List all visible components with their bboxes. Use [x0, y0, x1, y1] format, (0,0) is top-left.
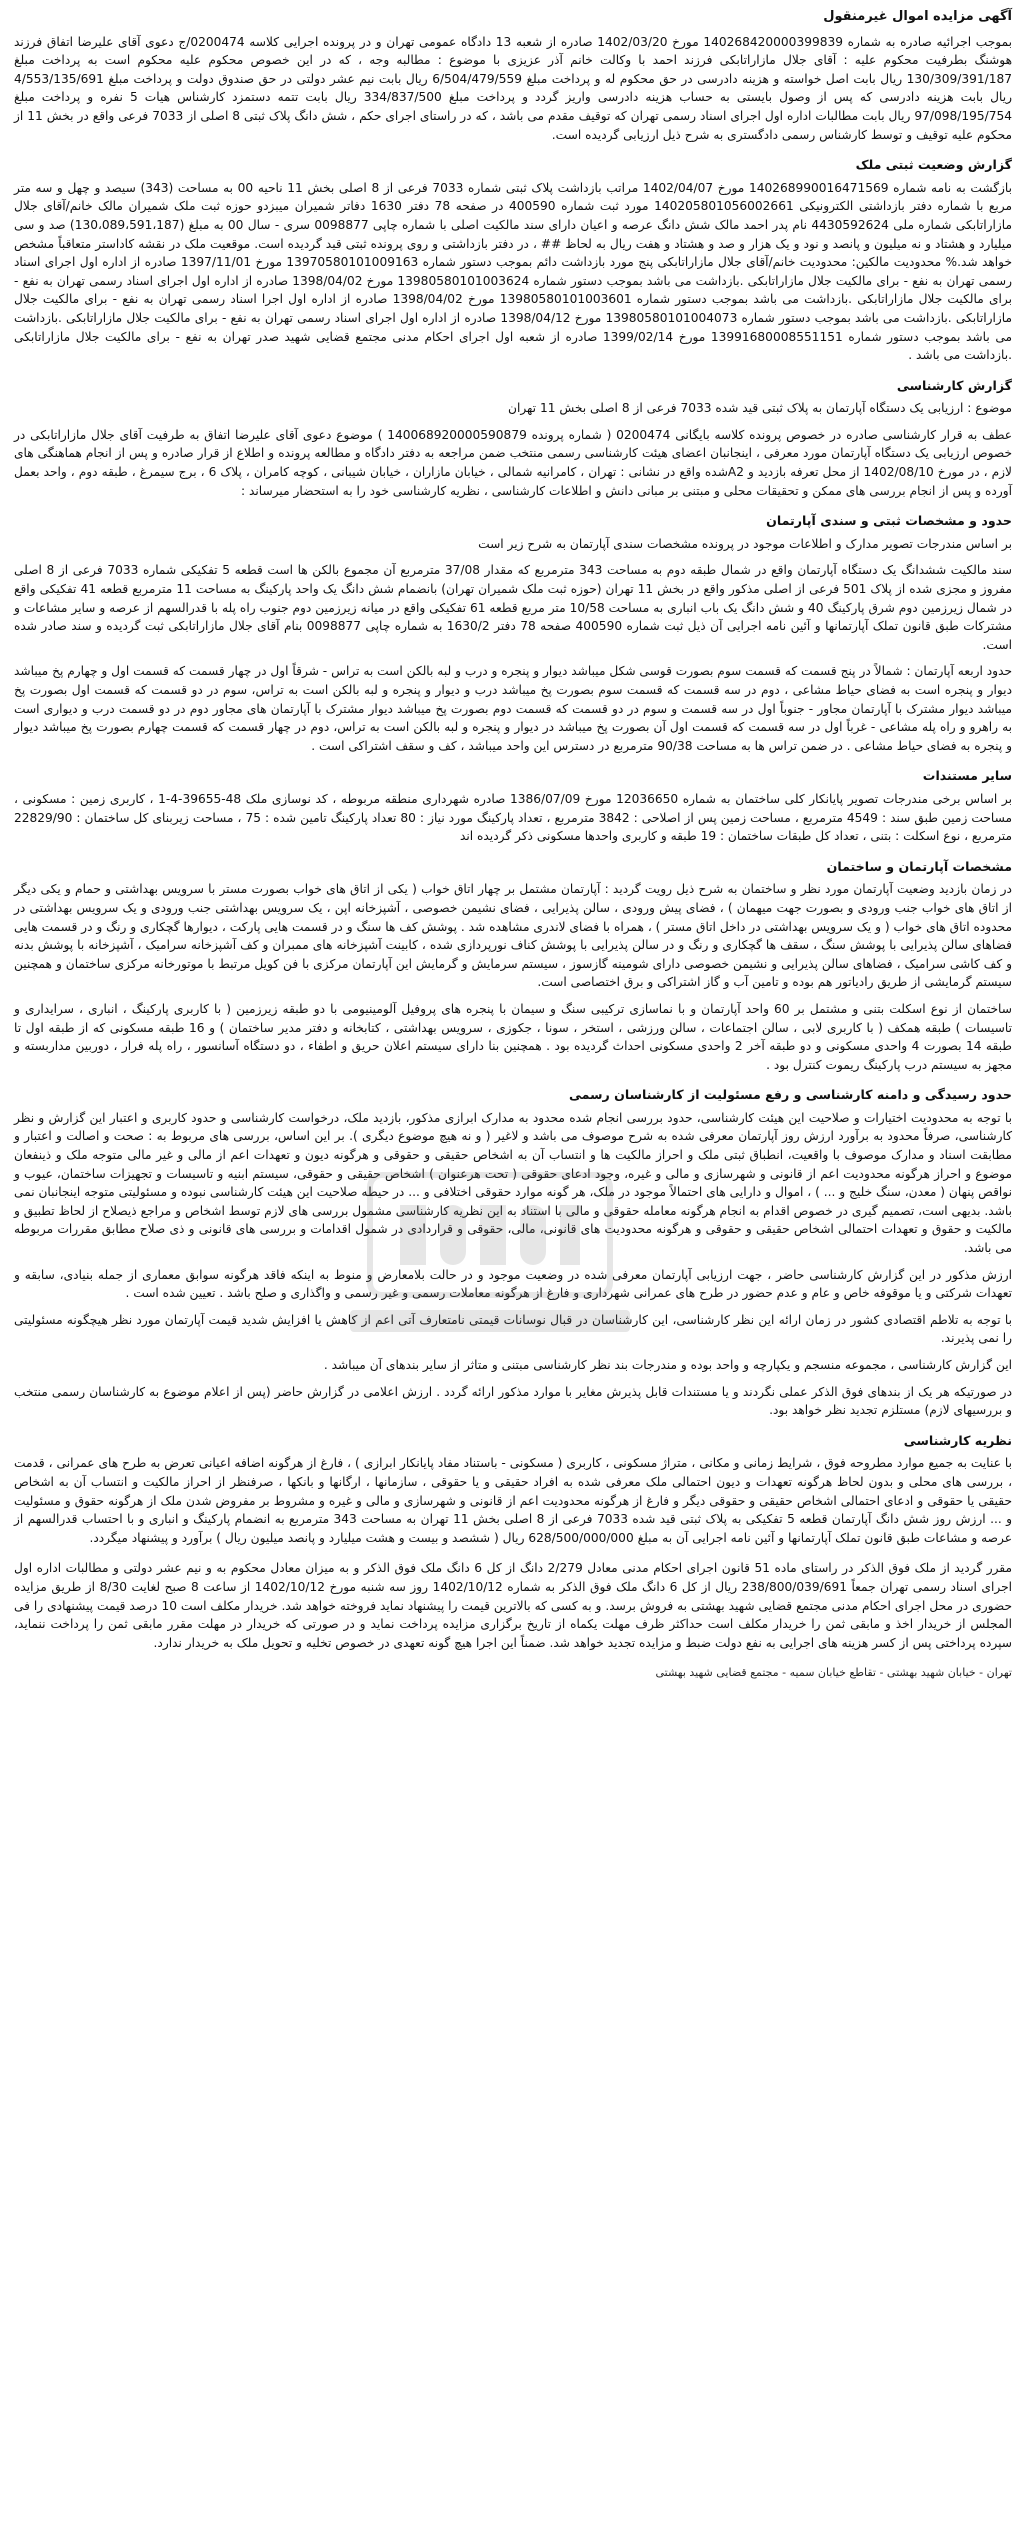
section-paragraph: با عنایت به جمیع موارد مطروحه فوق ، شرایط زمانی و مکانی ، متراژ مسکونی ، کاربری ( مسکونی - باستناد مفاد پایانکار ابرازی ) ، فارغ از هرگونه اضافه اعیانی تعرض به طرح های عمرانی ، قدمت ، بررسی های محلی و بدون لحاظ هرگونه تعهدات و دیون احتمالی ملک معرفی شده به افراد حقیقی و یا حقوقی ، سازمانها ، ارگانها و بانکها ، صرفنظر از احراز مالکیت و انتساب آن به اشخاص حقیقی یا حقوقی و ادعای احتمالی اشخاص حقیقی و حقوقی دیگر و فارغ از هرگونه محدودیت اعم از قانونی و شهرسازی و مالی و غیره و مشروط بر مفروض شدن ملک از هرگونه حقوق و مسئولیت و ... ارزش روز شش دانگ آپارتمان قطعه 5 تفکیکی به پلاک ثبتی قید شده 7033 فرعی از 8 اصلی بخش 11 تهران به مساحت 343 مترمربع به انضمام پارکینگ و انباری و با احتساب قدرالسهم از عرصه و مشاعات طبق قانون تملک آپارتمانها و آئین نامه اجرایی آن به مبلغ 628/500/000/000 ریال ( ششصد و بیست و هشت میلیارد و پانصد میلیون ریال ) برآورد و پیشنهاد میگردد.: [14, 1456, 1012, 1545]
section-property-deed: [14, 512, 1012, 755]
section-scope-liability: [14, 1086, 1012, 1420]
page-title: آگهی مزایده اموال غیرمنقول: [823, 9, 1012, 24]
section-paragraph: با توجه به محدودیت اختیارات و صلاحیت این هیئت کارشناسی، حدود بررسی انجام شده محدود به مدارک ابرازی مذکور، بازدید ملک، درخواست کارشناسی و حدود کاربری و اعتبار این گزارش و نظر کارشناسی، صرفاً محدود به برآورد ارزش روز آپارتمان معرفی شده به شرح موصوف می باشد و لاغیر ( و نه هیچ موضوع دیگری ). بر این اساس، بررسی های مربوط به : صحت و اصالت و اعتبار و مطابقت اسناد و مدارک موصوف با واقعیت، انطباق ثبتی ملک و احراز مالکیت ها و انتساب آن به اشخاص حقیقی و حقوقی و هرگونه دیون و تعهدات اعم از مالی و غیر مالی متوجه ملک و ذینفعان موضوع و احراز هرگونه محدودیت اعم از قانونی و شهرسازی و مالی و غیره، وجود ادعای حقوقی ( تحت هرعنوان ) اشخاص حقیقی و حقوقی، سیستم ابنیه و تاسیسات و تجهیزات ساختمان، عیوب و نواقص پنهان ( معدن، سنگ خلیج و ... ) ، اموال و دارایی های احتمالاً موجود در ملک، هر گونه موارد حقوقی اختلافی و ... در حیطه صلاحیت این هیئت کارشناسی نبوده و مسئولیتی متوجه اینجانبان نمی باشد. بدیهی است، تصمیم گیری در خصوص اقدام به انجام هرگونه معامله حقوقی و مالی با استناد به این نظریه کارشناسی مشمول بررسی های لازم توسط اشخاص و مراجع ذیصلاح از لحاظ تطبیق و مالکیت و حقوق و تعهدات احتمالی اشخاص حقیقی و حقوقی و هرگونه محدودیت های قانونی، مالی، حقوقی و قراردادی در شمول اقدامات و بررسی های قانونی و ذی صلاح مطابق مقررات مربوطه می باشد.: [14, 1110, 1012, 1256]
intro-paragraph: بموجب اجرائیه صادره به شماره 140268420000399839 مورخ 1402/03/20 صادره از شعبه 13 دادگاه عمومی تهران و در پرونده اجرایی کلاسه 0200474/ج دعوی آقای علیرضا اتفاق فرزند هوشنگ بطرفیت محکوم علیه : آقای جلال مازاراتابکی فرزند احمد با وکالت خانم آذر عزیزی با موضوع : مطالبه وجه ، که در این خصوص محکوم علیه محکوم است به پرداخت مبلغ 130/309/391/187 ریال بابت اصل خواسته و هزینه دادرسی در حق محکوم له و پرداخت مبلغ 6/504/479/559 ریال بابت نیم عشر دولتی در حق صندوق دولت و پرداخت مبلغ 4/553/135/691 ریال بابت هزینه دادرسی که پس از وصول بایستی به حساب هزینه دادرسی واریز گردد و پرداخت مبلغ 334/837/500 ریال بابت تتمه دستمزد کارشناس هیات 5 نفره و پرداخت مبلغ 97/098/195/754 ریال بابت مطالبات اداره اول اجرای اسناد رسمی تهران که توقیف مقدم می باشد ، که در راستای اجرای حکم ، شش دانگ پلاک ثبتی 8 اصلی از 7033 فرعی واقع در بخش 11 از محکوم علیه توقیف و توسط کارشناس رسمی دادگستری به شرح ذیل ارزیابی گردیده است.: [14, 34, 1013, 142]
section-paragraph: این گزارش کارشناسی ، مجموعه منسجم و یکپارچه و واحد بوده و مندرجات بند نظر کارشناسی مبتنی و متاثر از سایر بندهای آن میباشد .: [323, 1358, 1012, 1372]
section-paragraph: در زمان بازدید وضعیت آپارتمان مورد نظر و ساختمان به شرح ذیل رویت گردید : آپارتمان مشتمل بر چهار اتاق خواب ( یکی از اتاق های خواب بصورت مستر با سرویس بهداشتی و حمام و یکی دیگر از اتاق های خواب جنب ورودی و بصورت جهت میهمان ) ، فضای پیش ورودی ، سالن پذیرایی ، فضای نشیمن خصوصی ، آشپزخانه اپن ، یک سرویس بهداشتی جنب ورودی و یک سرویس بهداشتی در محدوده اتاق های خواب ( و یک سرویس بهداشتی در داخل اتاق مستر ) ، همراه با فضای لاندری مشاهده شد . پوشش کف ها سنگ و در قسمت هایی پارکت ، دیوارها گچکاری و رنگ و در قسمت هایی فضاهای سالن پذیرایی با پوشش سنگ ، سقف ها گچکاری و رنگ و در سالن پذیرایی با پوشش کناف نورپردازی شده ، کابینت آشپزخانه های ممبران و کف آشپزخانه سرامیک ، آشپزخانه با پوشش بدنه و کف کاشی سرامیک ، فضاهای سالن پذیرایی و نشیمن خصوصی دارای شومینه گازسوز ، سیستم سرمایش و گرمایش این آپارتمان مرکزی با فن کویل مرتبط با موتورخانه مرکزی ساختمان و همچنین سیستم گرمایشی از طریق رادیاتور هم بوده و تامین آب و گاز اشتراکی و برق اختصاصی است.: [14, 882, 1012, 990]
section-paragraph: با توجه به تلاطم اقتصادی کشور در زمان ارائه این نظر کارشناسی، این کارشناسان در قبال نوسانات قیمتی نامتعارف آتی اعم از کاهش یا افزایش شدید قیمت آپارتمان مورد نظر هیچگونه مسئولیتی را نمی پذیرند.: [14, 1312, 1012, 1346]
section-paragraph: حدود اربعه آپارتمان : شمالاً در پنج قسمت که قسمت سوم بصورت قوسی شکل میباشد دیوار و پنجره و درب و لبه بالکن است به تراس - شرقاً اول در چهار قسمت که قسمت اول و چهارم پخ میباشد دیوار و پنجره است به فضای حیاط مشاعی ، دوم در سه قسمت که قسمت سوم بصورت پخ میباشد درب و دیوار و پنجره و لبه بالکن است به تراس، سوم در دو قسمت که قسمت اول بصورت پخ میباشد دیوار مشترک با آپارتمان مجاور - جنوباً اول در سه قسمت و سوم در دو قسمت که قسمت دوم بصورت پخ میباشد دیوار مشترک با آپارتمان های مجاور دوم در دو قسمت درب و دیواری است به راهرو و راه پله مشاعی - غرباً اول در سه قسمت که قسمت اول آن بصورت پخ میباشد در دیوار و پنجره و لبه بالکن است به تراس، دوم در چهار قسمت که قسمت چهارم بصورت پخ میباشد دیوار و پنجره به فضای حیاط مشاعی . در ضمن تراس ها به مساحت 90/38 مترمربع در دسترس این واحد میباشد ، کف و سقف اشتراکی است .: [14, 664, 1012, 753]
section-heading: گزارش وضعیت ثبتی ملک: [855, 157, 1012, 173]
section-paragraph: سند مالکیت ششدانگ یک دستگاه آپارتمان واقع در شمال طبقه دوم به مساحت 343 مترمربع که مقدار 37/08 مترمربع آن مجموع بالکن ها است قطعه 5 تفکیکی شماره 7033 فرعی از 8 اصلی مفروز و مجزی شده از پلاک 501 فرعی از اصلی مذکور واقع در بخش 11 تهران (حوزه ثبت ملک شمیران تهران) بانضمام شش دانگ یک واحد پارکینگ به مساحت 11 مترمربع قطعه 41 تفکیکی واقع در شمال زیرزمین دوم شرق پارکینگ 40 و شش دانگ یک باب انباری به مساحت 10/58 متر مربع قطعه 61 تفکیکی واقع در میانه زیرزمین دوم جنوب راه پله با قدرالسهم از عرصه و سایر مشاعات و مشترکات طبق قانون تملک آپارتمانها و آئین نامه اجرایی آن ذیل ثبت شماره 400590 صفحه 78 دفتر 1630/2 به شماره چاپی 0098877 بنام آقای جلال مازاراتابکی ثبت گردیده و سند صادر شده است.: [14, 563, 1013, 652]
section-paragraph: بازگشت به نامه شماره 140268990016471569 مورخ 1402/04/07 مراتب بازداشت پلاک ثبتی شماره 7033 فرعی از 8 اصلی بخش 11 ناحیه 00 به مساحت (343) سیصد و چهل و سه متر مربع با شماره دفتر بازداشتی الکترونیکی 140205801056002661 مورد ثبت شماره 400590 در صفحه 78 دفتر 1630 دفاتر شمیران میبزدو حوزه ثبت ملک شمیران مالک خانم/آقای جلال مازاراتابکی شماره ملی 4430592624 نام پدر احمد مالک شش دانگ عرصه و اعیان دارای سند مالکیت اصلی با شماره چاپی 0098877 سری - سال 00 به مبلغ (130،089،591،187) صد و سی میلیارد و هشتاد و نه میلیون و پانصد و نود و یک هزار و صد و هشتاد و هفت ریال به لحاظ ## ، در دفتر بازداشتی و روی پرونده ثبتی قید گردیده است. موقعیت ملک در نقشه کاداستر متعاقباً مشخص خواهد شد.% محدودیت مالکین: محدودیت خانم/آقای جلال مازاراتابکی پنج مورد بازداشت دائم بموجب دستور شماره 13970580101009163 مورخ 1397/11/01 صادره از اداره اول اجرای اسناد رسمی تهران به نفع - برای مالکیت جلال مازاراتابکی .بازداشت می باشد بموجب دستور شماره 13980580101003624 مورخ 1398/04/02 صادره از اداره اول اجرای اسناد رسمی تهران به نفع - برای مالکیت جلال مازاراتابکی .بازداشت می باشد بموجب دستور شماره 13980580101003601 مورخ 1398/04/02 صادره از اداره اول اجرا اسناد رسمی تهران به نفع - برای مالکیت جلال مازاراتابکی .بازداشت می باشد بموجب دستور شماره 13980580101004073 مورخ 1398/04/12 صادره از اداره اول اجرای اسناد رسمی تهران به نفع - برای مالکیت جلال مازاراتابکی .بازداشت می باشد بموجب دستور شماره 13991680008551151 مورخ 1399/02/14 صادره از شعبه اول اجرای احکام مدنی مجتمع قضایی شهید صدر تهران به نفع - برای مالکیت جلال مازاراتابکی .بازداشت می باشد .: [14, 180, 1013, 363]
section-building-specs: [14, 858, 1012, 1075]
section-paragraph: ساختمان از نوع اسکلت بتنی و مشتمل بر 60 واحد آپارتمان و با نماسازی ترکیبی سنگ و سیمان با پنجره های پروفیل آلومینیومی با دو طبقه زیرزمین ( با کاربری پارکینگ ، انباری ، سرایداری و تاسیسات ) طبقه همکف ( با کاربری لابی ، سالن اجتماعات ، سالن ورزشی ، استخر ، سونا ، جکوزی ، سرویس بهداشتی ، کتابخانه و دفتر مدیر ساختمان ) و 16 طبقه مسکونی که از طبقه اول تا طبقه 14 بصورت 4 واحدی مسکونی و دو طبقه آخر 2 واحدی مسکونی احداث گردیده بود . همچنین بنا دارای سیستم اعلان حریق و اطفاء ، دو دستگاه آسانسور ، راه پله فرار ، دوربین مداربسته و مجهز به سیستم درب پارکینگ ریموت کنترل بود .: [14, 1001, 1012, 1072]
section-auction-terms: [14, 1559, 1012, 1652]
section-paragraph: بر اساس مندرجات تصویر مدارک و اطلاعات موجود در پرونده مشخصات سندی آپارتمان به شرح زیر است: [478, 536, 1012, 551]
section-paragraph: بر اساس برخی مندرجات تصویر پایانکار کلی ساختمان به شماره 12036650 مورخ 1386/07/09 صادره شهرداری منطقه مربوطه ، کد نوسازی ملک 48-39655-4-1 ، کاربری زمین : مسکونی ، مساحت زمین طبق سند : 4549 مترمربع ، مساحت زمین پس از اصلاحی : 3842 مترمربع ، تعداد پارکینگ مورد نیاز : 80 تعداد پارکینگ تامین شده : 75 ، مساحت زیربنای کل ساختمان : 22829/90 مترمربع ، نوع اسکلت : بتنی ، تعداد کل طبقات ساختمان : 19 طبقه و کاربری واحدها مسکونی ذکر گردیده اند: [14, 791, 1013, 844]
section-other-documents: [14, 767, 1012, 845]
section-paragraph: ارزش مذکور در این گزارش کارشناسی حاضر ، جهت ارزیابی آپارتمان معرفی شده در وضعیت موجود و در حالت بلامعارض و منوط به اینکه فاقد هرگونه سوابق معماری از جمله بنیادی، سابقه و تعهدات شرکتی و یا موقوفه خاص و عام و عدم حضور در طرح های عمرانی شهرداری و فارغ از هرگونه معاملات رسمی و غیر رسمی و واگذاری و صلح باشد . تعیین شده است .: [14, 1267, 1012, 1301]
section-heading: حدود و مشخصات ثبتی و سندی آپارتمان: [766, 513, 1012, 529]
section-heading: نظریه کارشناسی: [903, 1432, 1012, 1448]
section-heading: گزارش کارشناسی: [896, 377, 1012, 393]
section-heading: حدود رسیدگی و دامنه کارشناسی و رفع مسئولیت از کارشناسان رسمی: [568, 1087, 1012, 1103]
section-expert-opinion: [14, 1432, 1012, 1548]
section-paragraph: مقرر گردید از ملک فوق الذکر در راستای ماده 51 قانون اجرای احکام مدنی معادل 2/279 دانگ از کل 6 دانگ ملک فوق الذکر و به میزان معادل محکوم به و نیم عشر دولتی و مطالبات اداره اول اجرای اسناد رسمی تهران جمعاً 238/800/039/691 ریال از کل 6 دانگ ملک فوق الذکر به شماره 1402/10/12 روز سه شنبه مورخ 1402/10/12 از ساعت 8 صبح لغایت 8/30 از طریق مزایده حضوری در محل اجرای احکام مدنی مجتمع قضایی شهید بهشتی به فروش برسد. و به کسی که بالاترین قیمت را پیشنهاد نماید فروخته خواهد شد. خریدار مکلف است 10 درصد قیمت پیشنهادی را فی المجلس از خریدار اخذ و مابقی ثمن را خریدار مکلف است حداکثر ظرف مهلت یکماه از تاریخ برگزاری مزایده پرداخت نماید و در صورتی که خریدار در مهلت مقرر مابقی ثمن را پرداخت ننماید، سپرده پرداختی پس از کسر هزینه های اجرایی به نفع دولت ضبط و مزایده تجدید خواهد شد. ضمناً این اجرا هیچ گونه تعهدی در خصوص تخلیه و تحویل ملک به خریدار ندارد.: [14, 1561, 1013, 1650]
section-paragraph: موضوع : ارزیابی یک دستگاه آپارتمان به پلاک ثبتی قید شده 7033 فرعی از 8 اصلی بخش 11 تهران: [508, 401, 1012, 416]
section-paragraph: عطف به قرار کارشناسی صادره در خصوص پرونده کلاسه بایگانی 0200474 ( شماره پرونده 140068920000590879 ) موضوع دعوی آقای علیرضا اتفاق به طرفیت آقای جلال مازاراتابکی در خصوص ارزیابی یک دستگاه آپارتمان مورد معرفی ، اینجانبان اعضای هیئت کارشناسی رسمی منتخب ضمن مراجعه به دفتر دادگاه و مطالعه پرونده و اطلاع از قرار صادره و پس از انجام هماهنگی های لازم ، در مورخ 1402/08/10 از محل تعرفه بازدید و A2شده واقع در نشانی : تهران ، کامرانیه شمالی ، خیابان مازاران ، خیابان شیبانی ، کوچه کامران ، پلاک 6 ، برج سیمرغ ، طبقه دوم ، واحد بعمل آورده و پس از انجام بررسی های ممکن و تحقیقات محلی و مبتنی بر مبانی دانش و اطلاعات کارشناسی ، نظریه کارشناسی خود را به استحضار میرساند :: [14, 427, 1012, 498]
section-heading: سایر مستندات: [922, 768, 1012, 784]
footer-address: تهران - خیابان شهید بهشتی - تقاطع خیابان سمیه - مجتمع قضایی شهید بهشتی: [655, 1666, 1012, 1680]
section-paragraph: در صورتیکه هر یک از بندهای فوق الذکر عملی نگردند و یا مستندات قابل پذیرش مغایر با موارد مذکور ارائه گردد . ارزش اعلامی در گزارش حاضر (پس از اعلام موضوع به کارشناسان رسمی منتخب و بررسیهای لازم) مستلزم تجدید نظر خواهد بود.: [14, 1384, 1012, 1418]
section-registry-status: [14, 156, 1012, 365]
section-heading: مشخصات آپارتمان و ساختمان: [826, 858, 1012, 874]
section-expert-report: [14, 377, 1012, 501]
